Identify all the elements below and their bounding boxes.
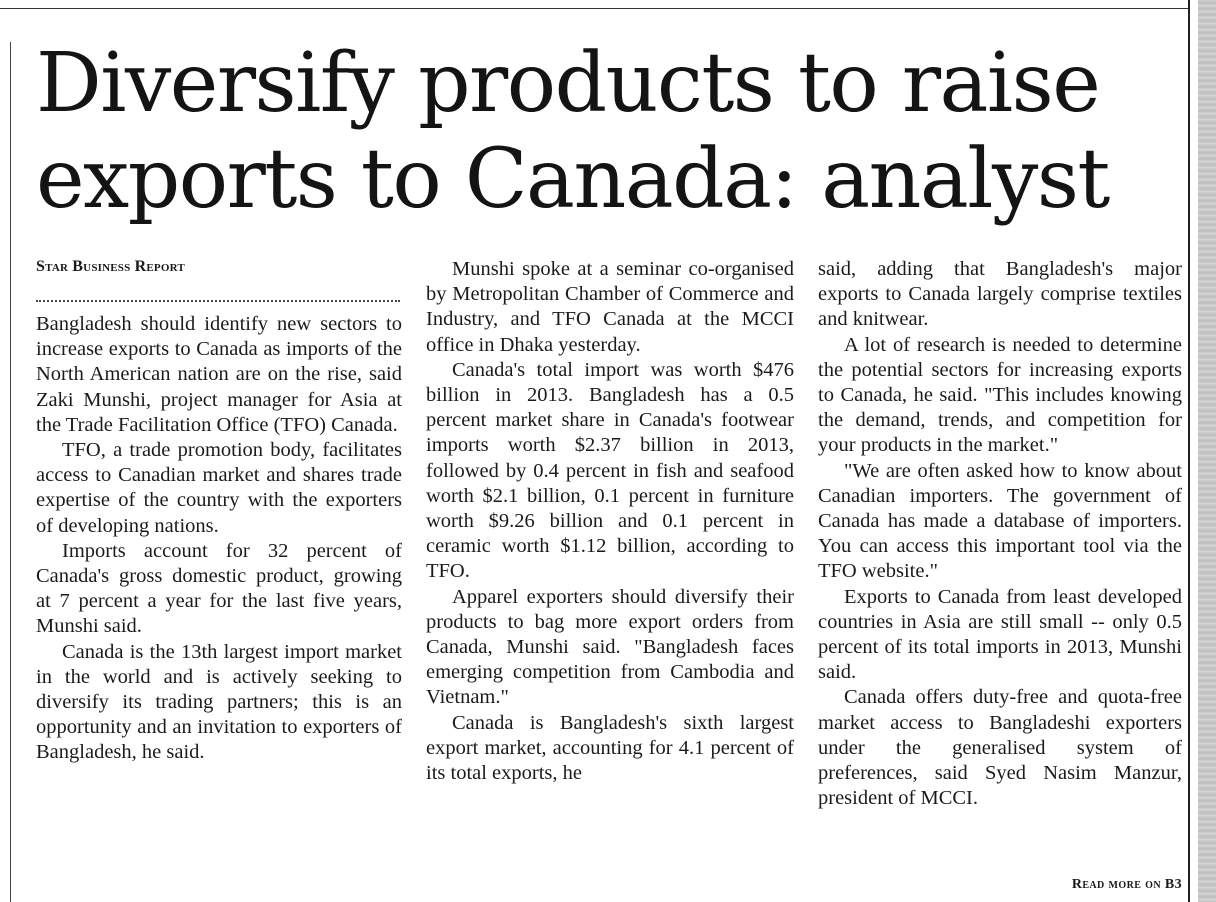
- article-column-2: [426, 257, 794, 786]
- paragraph: Canada's total import was worth $476 billion in 2013. Bangladesh has a 0.5 percent market share in Canada's footwear imports worth $2.37 billion in 2013, followed by 0.4 percent in fish and seafood worth $2.1 billion, 0.1 percent in furniture worth $9.26 billion and 0.1 percent in ceramic worth $1.12 billion, according to TFO.: [426, 358, 794, 583]
- paragraph: TFO, a trade promotion body, facilitates access to Canadian market and shares trade expertise of the country with the exporters of developing nations.: [36, 439, 402, 537]
- headline: [36, 36, 1186, 228]
- paragraph: Canada is Bangladesh's sixth largest export market, accounting for 4.1 percent of its total exports, he: [426, 711, 794, 785]
- headline-line-2: exports to Canada: analyst: [36, 132, 1109, 227]
- right-column-rule: [1188, 0, 1190, 902]
- paragraph: Canada is the 13th largest import market in the world and is actively seeking to diversify its trading partners; this is an opportunity and an invitation to exporters of Bangladesh, he said.: [36, 640, 402, 764]
- paragraph: Imports account for 32 percent of Canada's gross domestic product, growing at 7 percent a year for the last five years, Munshi said.: [36, 539, 402, 638]
- article-column-1: [36, 312, 402, 766]
- article-column-3: [818, 257, 1182, 811]
- paragraph: Canada offers duty-free and quota-free market access to Bangladeshi exporters under the generalised system of preferences, said Syed Nasim Manzur, president of MCCI.: [818, 686, 1182, 810]
- read-more-jump: Read more on B3: [1071, 877, 1182, 892]
- paragraph: Munshi spoke at a seminar co-organised by Metropolitan Chamber of Commerce and Industry, and TFO Canada at the MCCI office in Dhaka yesterday.: [426, 258, 794, 356]
- paragraph: Apparel exporters should diversify their products to bag more export orders from Canada, Munshi said. "Bangladesh faces emerging competition from Cambodia and Vietnam.": [426, 585, 794, 709]
- top-border-rule: [0, 8, 1188, 9]
- byline-dotted-rule: [36, 300, 400, 302]
- paragraph: "We are often asked how to know about Canadian importers. The government of Canada has made a database of importers. You can access this important tool via the TFO website.": [818, 459, 1182, 583]
- adjacent-page-strip: [1198, 0, 1216, 902]
- paragraph: Bangladesh should identify new sectors to increase exports to Canada as imports of the North American nation are on the rise, said Zaki Munshi, project manager for Asia at the Trade Facilitation Office (TFO) Canada.: [36, 313, 402, 436]
- paragraph: A lot of research is needed to determine the potential sectors for increasing exports to Canada, he said. "This includes knowing the demand, trends, and competition for your products in the market.": [818, 333, 1182, 457]
- paragraph: said, adding that Bangladesh's major exports to Canada largely comprise textiles and knitwear.: [818, 258, 1182, 331]
- left-column-rule: [10, 42, 11, 902]
- paragraph: Exports to Canada from least developed countries in Asia are still small -- only 0.5 percent of its total imports in 2013, Munshi said.: [818, 585, 1182, 684]
- byline: Star Business Report: [36, 258, 185, 275]
- headline-line-1: Diversify products to raise: [36, 36, 1100, 131]
